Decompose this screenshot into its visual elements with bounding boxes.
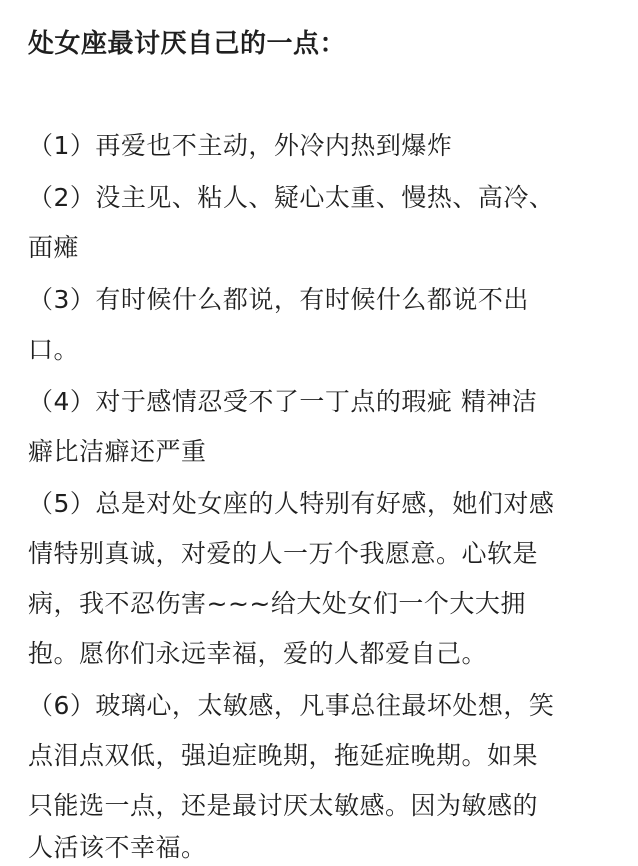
text-line: 情特别真诚，对爱的人一万个我愿意。心软是	[28, 539, 539, 568]
text-line: 只能选一点，还是最讨厌太敏感。因为敏感的	[28, 791, 539, 820]
text-line: （1）再爱也不主动，外冷内热到爆炸	[28, 131, 453, 160]
text-line: （2）没主见、粘人、疑心太重、慢热、高冷、	[28, 183, 555, 212]
text-line: （3）有时候什么都说，有时候什么都说不出	[28, 285, 529, 314]
text-line: 癖比洁癖还严重	[28, 437, 207, 466]
text-line: 面瘫	[28, 233, 80, 262]
document-title: 处女座最讨厌自己的一点：	[28, 29, 347, 59]
text-line: （4）对于感情忍受不了一丁点的瑕疵 精神洁	[28, 387, 538, 416]
text-line: （6）玻璃心，太敏感，凡事总往最坏处想，笑	[28, 691, 555, 720]
text-line: 点泪点双低，强迫症晚期，拖延症晚期。如果	[28, 741, 539, 770]
text-line: 口。	[28, 335, 80, 364]
text-line: （5）总是对处女座的人特别有好感，她们对感	[28, 489, 555, 518]
text-line: 抱。愿你们永远幸福，爱的人都爱自己。	[28, 639, 488, 668]
text-line: 人活该不幸福。	[28, 833, 207, 862]
text-line: 病，我不忍伤害~~~给大处女们一个大大拥	[28, 589, 526, 618]
